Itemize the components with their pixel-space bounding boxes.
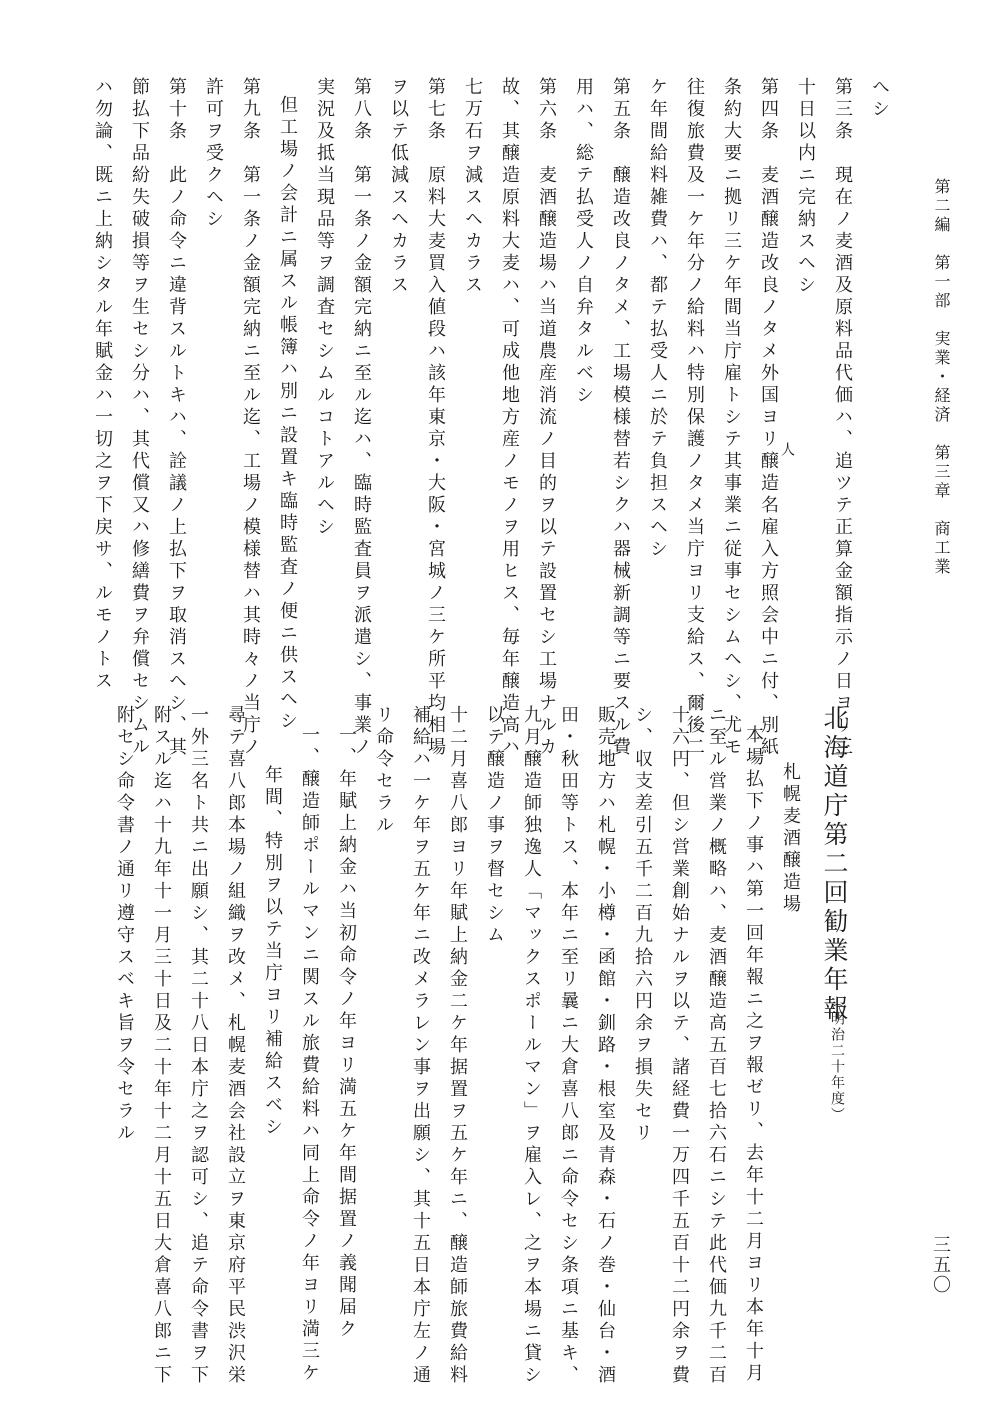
text-column: 第五条 醸造改良ノタメ、工場模様替若シクハ器械新調等ニ要スル費: [610, 77, 631, 759]
text-column: 以テ醸造ノ事ヲ督セシム: [484, 705, 505, 947]
text-column: 条約大要ニ拠リ三ケ年間当庁雇トシテ其事業ニ従事セシムヘシ、尤モ: [721, 77, 742, 759]
text-column: 第六条 麦酒醸造場ハ当道農産消流ノ目的ヲ以テ設置セシ工場ナルカ: [536, 77, 557, 759]
list-item-continued: 年間、特別ヲ以テ当庁ヨリ補給スベシ: [262, 765, 283, 1139]
text-column: ニ至ル営業ノ概略ハ、麦酒醸造高五百七拾六石ニシテ此代価九千二百: [706, 705, 727, 1387]
text-column: 九月醸造師独逸人「マックスポールマン」ヲ雇入レ、之ヲ本場ニ貸シ: [521, 705, 542, 1387]
annotation-mark: 人: [779, 442, 795, 458]
text-column: 尋テ喜八郎本場ノ組織ヲ改メ、札幌麦酒会社設立ヲ東京府平民渋沢栄: [225, 705, 246, 1387]
section-note: （明治二十年度）: [829, 995, 845, 1123]
text-column: 販売地方ハ札幌・小樽・函館・釧路・根室及青森・石ノ巻・仙台・酒: [595, 705, 616, 1387]
text-column: 往復旅費及一ケ年分ノ給料ハ特別保護ノタメ当庁ヨリ支給ス、爾後二: [684, 77, 705, 759]
text-column: 補給ハ一ケ年ヲ五ケ年ニ改メラレン事ヲ出願シ、其十五日本庁左ノ通: [410, 705, 431, 1387]
subsection-title: 札幌麦酒醸造場: [780, 762, 801, 916]
text-column: 十日以内ニ完納スヘシ: [795, 77, 816, 297]
section-title: 北海道庁第二回勧業年報: [820, 705, 849, 1024]
text-column: 十六円、但シ営業創始ナルヲ以テ、諸経費一万四千五百十二円余ヲ費: [669, 705, 690, 1387]
text-column: 第十条 此ノ命令ニ違背スルトキハ、詮議ノ上払下ヲ取消スヘシ、其: [166, 77, 187, 759]
text-column: 十二月喜八郎ヨリ年賦上納金二ケ年据置ヲ五ケ年ニ、醸造師旅費給料: [447, 705, 468, 1387]
text-column: 田・秋田等トス、本年ニ至リ曩ニ大倉喜八郎ニ命令セシ条項ニ基キ、: [558, 705, 579, 1387]
list-item: 一、年賦上納金ハ当初命令ノ年ヨリ満五ケ年間据置ノ義聞届ク: [336, 725, 357, 1341]
text-column: 但工場ノ会計ニ属スル帳簿ハ別ニ設置キ臨時監査ノ便ニ供スヘシ: [277, 95, 298, 733]
text-column: ヲ以テ低減スヘカラス: [388, 77, 409, 297]
text-column: 第八条 第一条ノ金額完納ニ至ル迄ハ、臨時監査員ヲ派遣シ、事業ノ: [351, 77, 372, 759]
text-column: リ命令セラル: [373, 705, 394, 837]
running-head: 第二編 第一部 実業・経済 第三章 商工業: [932, 178, 951, 577]
text-column: 一外三名ト共ニ出願シ、其二十八日本庁之ヲ認可シ、追テ命令書ヲ下: [188, 705, 209, 1387]
text-column: ケ年間給料雑費ハ、都テ払受人ニ於テ負担スヘシ: [647, 77, 668, 561]
list-item: 一、醸造師ポールマンニ関スル旅費給料ハ同上命令ノ年ヨリ満三ケ: [299, 725, 320, 1385]
text-column: 第三条 現在ノ麦酒及原料品代価ハ、追ツテ正算金額指示ノ日ヨリ三: [832, 77, 853, 759]
text-column: 第九条 第一条ノ金額完納ニ至ル迄、工場ノ模様替ハ其時々ノ当庁ノ: [240, 77, 261, 759]
text-column: 第四条 麦酒醸造改良ノタメ外国ヨリ醸造名雇入方照会中ニ付、別紙: [758, 77, 779, 759]
text-column: 許可ヲ受クヘシ: [203, 77, 224, 231]
text-column: 第七条 原料大麦買入値段ハ該年東京・大阪・宮城ノ三ケ所平均相場: [425, 77, 446, 759]
text-column: 附スル迄ハ十九年十一月三十日及二十年十二月十五日大倉喜八郎ニ下: [151, 705, 172, 1387]
text-column: 用ハ、総テ払受人ノ自弁タルベシ: [573, 77, 594, 407]
text-column: ハ勿論、既ニ上納シタル年賦金ハ一切之ヲ下戻サ、ルモノトス: [92, 77, 113, 693]
text-column: 本場払下ノ事ハ第一回年報ニ之ヲ報ゼリ、去年十二月ヨリ本年十月: [743, 725, 764, 1385]
text-column: シ、収支差引五千二百九拾六円余ヲ損失セリ: [632, 705, 653, 1145]
page-number: 三五〇: [930, 1235, 951, 1295]
text-column: 節払下品紛失破損等ヲ生セシ分ハ、其代償又ハ修繕費ヲ弁償セシムル: [129, 77, 150, 759]
text-column: 実況及抵当現品等ヲ調査セシムルコトアルヘシ: [314, 77, 335, 539]
text-column: 故、其醸造原料大麦ハ、可成他地方産ノモノヲ用ヒス、毎年醸造高ハ: [499, 77, 520, 759]
text-column: 七万石ヲ減スヘカラス: [462, 77, 483, 297]
text-column: へシ: [869, 77, 890, 121]
text-column: 附セシ命令書ノ通リ遵守スベキ旨ヲ令セラル: [114, 705, 135, 1145]
